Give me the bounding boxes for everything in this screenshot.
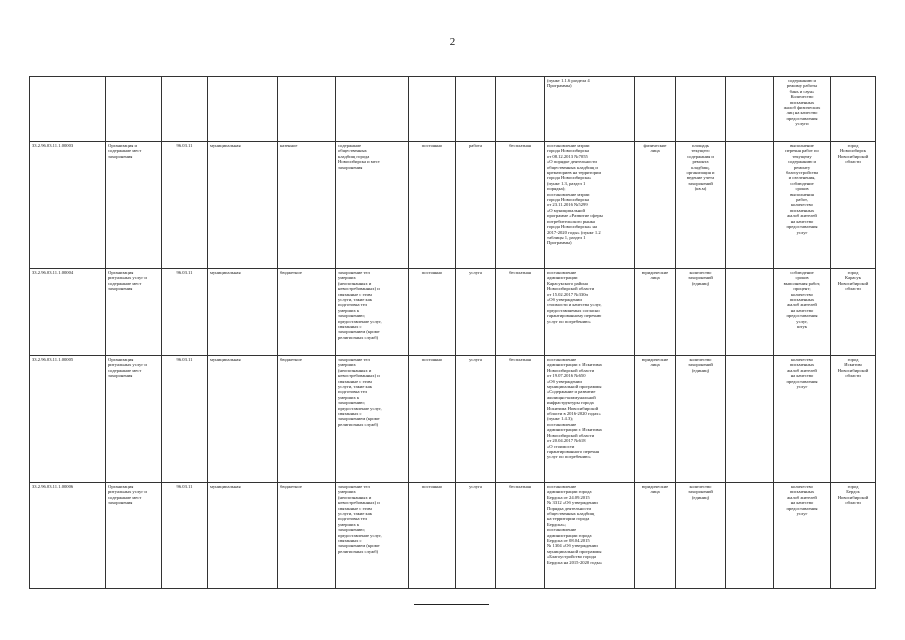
table-cell: постоянно xyxy=(409,483,456,589)
table-cell xyxy=(208,77,278,142)
table-cell: бюджетное xyxy=(278,356,336,483)
table-row xyxy=(30,356,876,483)
table-cell xyxy=(336,77,409,142)
table-cell: площадь текущего содержания и ремонта кладбищ, организация и ведение учета захоронений (кв.м) xyxy=(676,142,726,269)
table-cell xyxy=(30,77,106,142)
table-cell xyxy=(726,269,774,356)
table-cell: 33.2.96.03.11.1.00006 xyxy=(30,483,106,589)
table-cell: захоронение тел умерших (неопознанных и невостребованных) и связанные с этим услуги, такие как подготовка тел умерших к захоронению; предоставление услуг, связанных с захоронением (кроме религиозных служб) xyxy=(336,269,409,356)
table-cell: город Искитим Новосибирской области xyxy=(831,356,876,483)
table-cell: Организация и содержание мест захоронения xyxy=(106,142,162,269)
bottom-rule xyxy=(414,604,489,605)
table-cell: количество захоронений (единиц) xyxy=(676,356,726,483)
table-cell: бюджетное xyxy=(278,269,336,356)
table-cell: соблюдение сроков выполнения работ, процент; количество письменных жалоб жителей на качество предоставления услуг, штук xyxy=(774,269,831,356)
table-cell: город Бердск Новосибирской области xyxy=(831,483,876,589)
table-cell: (пункт 1.1.6 раздела 4 Программы) xyxy=(545,77,635,142)
table-cell xyxy=(162,77,208,142)
table-cell: 96.03.11 xyxy=(162,483,208,589)
table-cell: услуга xyxy=(456,356,496,483)
table-cell xyxy=(635,77,676,142)
table-cell: постоянно xyxy=(409,142,456,269)
table-cell: выполнение перечня работ по текущему содержанию и ремонту благоустройства и озеленения, соблюдение сроков выполнения работ, количество письменных жалоб жителей на качество предоставления услуг xyxy=(774,142,831,269)
table-row xyxy=(30,483,876,589)
table-cell: 33.2.96.03.11.1.00004 xyxy=(30,269,106,356)
table-cell: муниципальная xyxy=(208,269,278,356)
table-cell: бесплатная xyxy=(496,483,545,589)
table-cell xyxy=(726,356,774,483)
table-cell: содержанию и режиму работы бань и саун» Количество письменных жалоб физических лиц на качество предоставления услуги xyxy=(774,77,831,142)
table-cell: постановление администрации г. Искитима Новосибирской области от 19.07.2016 №650 «Об утверждении муниципальной программы «Содержание и развитие жилищно-коммунальной инфраструктуры города Искитима Новосибирской области в 2016-2020 годах» (пункт 1.4.3); постановление администрации г. Искитима Новосибирской области от 20.04.2017 №618 «О стоимости гарантированного перечня услуг по погребению» xyxy=(545,356,635,483)
table-row xyxy=(30,269,876,356)
table-cell: юридические лица xyxy=(635,483,676,589)
table-cell xyxy=(409,77,456,142)
table-cell: 33.2.96.03.11.1.00003 xyxy=(30,142,106,269)
table-cell: постоянно xyxy=(409,269,456,356)
table-cell: услуга xyxy=(456,269,496,356)
table-cell: постановление мэрии города Новосибирска от 08.12.2013 №7055 «О порядке деятельности общественных кладбищ и крематориев на территории города Новосибирска» (пункт 1.3, раздел 1 порядка); постановление мэрии города Новосибирска от 23.11.2016 №5299 «О муниципальной программе «Развитие сферы потребительского рынка города Новосибирска» на 2017-2020 годы» (пункт 1.2 таблицы 1, раздел 1 Программы) xyxy=(545,142,635,269)
table-cell: 96.03.11 xyxy=(162,142,208,269)
table-cell: количество захоронений (единиц) xyxy=(676,269,726,356)
table-cell: бесплатная xyxy=(496,356,545,483)
table-row xyxy=(30,77,876,142)
table-cell: муниципальная xyxy=(208,356,278,483)
table-row xyxy=(30,142,876,269)
table-cell: Организация ритуальных услуг и содержание мест захоронения xyxy=(106,483,162,589)
table-cell: 96.03.11 xyxy=(162,356,208,483)
table-cell: муниципальная xyxy=(208,142,278,269)
table-cell: казенное xyxy=(278,142,336,269)
table-cell: 33.2.96.03.11.1.00005 xyxy=(30,356,106,483)
table-cell xyxy=(456,77,496,142)
table-cell: юридические лица xyxy=(635,356,676,483)
table-cell xyxy=(726,77,774,142)
registry-table xyxy=(29,76,876,589)
table-cell xyxy=(676,77,726,142)
table-cell: захоронение тел умерших (неопознанных и невостребованных) и связанные с этим услуги, такие как подготовка тел умерших к захоронению; предоставление услуг, связанных с захоронением (кроме религиозных служб) xyxy=(336,483,409,589)
table-cell: муниципальная xyxy=(208,483,278,589)
table-cell xyxy=(726,142,774,269)
table-cell: захоронение тел умерших (неопознанных и невостребованных) и связанные с этим услуги, такие как подготовка тел умерших к захоронению; предоставление услуг, связанных с захоронением (кроме религиозных служб) xyxy=(336,356,409,483)
table-cell: постановление администрации города Бердска от 24.09.2015 № 3312 «Об утверждении Порядка деятельности общественных кладбищ на территории города Бердска»; постановление администрации города Бердска от 08.04.2015 № 1304 «Об утверждении муниципальной программы «Благоустройство города Бердска на 2015-2020 годы» xyxy=(545,483,635,589)
table-cell: постановление администрации Карасукского района Новосибирской области от 15.02.2017 №330п «Об утверждении стоимости и качества услуг, предоставляемых согласно гарантированному перечню услуг по погребению» xyxy=(545,269,635,356)
table-cell: постоянно xyxy=(409,356,456,483)
table-cell: количество письменных жалоб жителей на качество предоставления услуг xyxy=(774,356,831,483)
table-cell: город Карасук Новосибирской области xyxy=(831,269,876,356)
table-cell: юридические лица xyxy=(635,269,676,356)
table-cell xyxy=(106,77,162,142)
table-cell: 96.03.11 xyxy=(162,269,208,356)
table-cell: работа xyxy=(456,142,496,269)
table-cell: Организация ритуальных услуг и содержание мест захоронения xyxy=(106,356,162,483)
table-cell: город Новосибирск Новосибирской области xyxy=(831,142,876,269)
table-cell: Организация ритуальных услуг и содержание мест захоронения xyxy=(106,269,162,356)
page-number: 2 xyxy=(449,36,456,48)
table-cell: бесплатная xyxy=(496,142,545,269)
table-cell xyxy=(496,77,545,142)
table-cell xyxy=(278,77,336,142)
table-cell: содержание общественных кладбищ города Новосибирска и мест захоронения xyxy=(336,142,409,269)
table-cell xyxy=(831,77,876,142)
table-cell: количество письменных жалоб жителей на качество предоставления услуг xyxy=(774,483,831,589)
table-cell: бесплатная xyxy=(496,269,545,356)
table-cell: бюджетное xyxy=(278,483,336,589)
table-cell: услуга xyxy=(456,483,496,589)
table-cell xyxy=(726,483,774,589)
table-cell: количество захоронений (единиц) xyxy=(676,483,726,589)
table-cell: физические лица xyxy=(635,142,676,269)
